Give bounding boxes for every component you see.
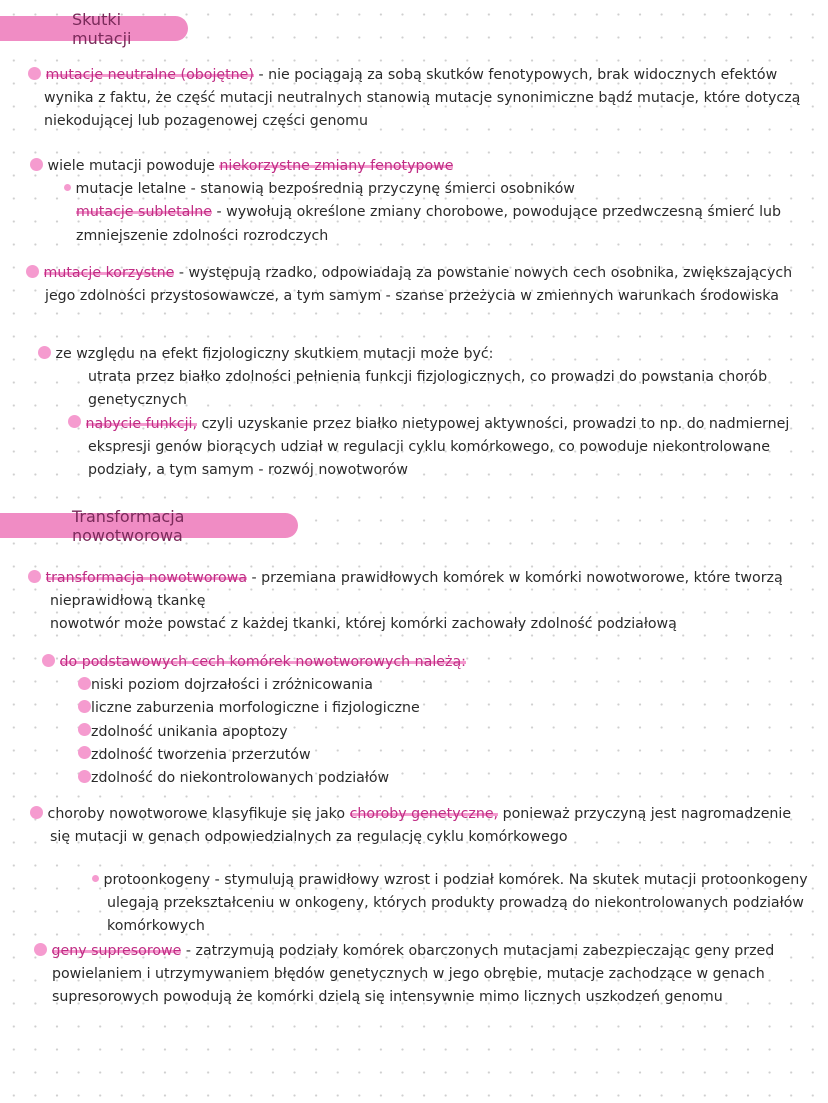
bullet-icon	[42, 654, 55, 667]
note-line: komórkowych	[107, 918, 205, 935]
note-line: się mutacji w genach odpowiedzialnych za regulację cyklu komórkowego	[50, 829, 568, 846]
note-line: transformacja nowotworowa - przemiana prawidłowych komórek w komórki nowotworowe, które tworzą	[28, 567, 783, 590]
note-item-choroby-genetyczne	[30, 803, 791, 849]
note-line: geny supresorowe - zatrzymują podziały komórek obarczonych mutacjami zabezpieczając geny przed	[34, 940, 774, 963]
note-line: niekodującej lub pozagenowej części genomu	[44, 113, 368, 130]
note-line: wynika z faktu, że część mutacji neutralnych stanowią mutacje synonimiczne bądź mutacje, które dotyczą	[44, 90, 801, 107]
note-item-geny-supresorowe	[34, 940, 774, 1010]
bullet-icon	[28, 67, 41, 80]
section-header-skutki-mutacji	[0, 9, 188, 48]
sub-item-nabycie-funkcji: nabycie funkcji, czyli uzyskanie przez białko nietypowej aktywności, prowadzi to np. do nadmiernej	[38, 413, 789, 436]
note-line: ekspresji genów biorących udział w regulacji cyklu komórkowego, co powoduje niekontrolowane	[88, 438, 770, 455]
bullet-icon	[28, 570, 41, 583]
bullet-icon	[30, 806, 43, 819]
sub-item-mutacje-subletalne: mutacje subletalne - wywołują określone zmiany chorobowe, powodujące przedwczesną śmierć lub	[76, 204, 782, 221]
sub-item-utrata-funkcji: utrata przez białko zdolności pełnienia funkcji fizjologicznych, co prowadzi do powstania chorób	[88, 369, 768, 386]
bullet-icon	[78, 770, 91, 783]
highlighted-term: mutacje neutralne (obojętne)	[45, 67, 254, 83]
note-line: nowotwór może powstać z każdej tkanki, której komórki zachowały zdolność podziałową	[50, 616, 677, 633]
note-item-niekorzystne-zmiany	[30, 155, 781, 248]
section-title: Skutki mutacji	[72, 9, 132, 48]
list-item: zdolność tworzenia przerzutów	[42, 744, 466, 767]
note-line: ulegają przekształceniu w onkogeny, których produkty prowadzą do niekontrolowanych podziałów	[107, 895, 804, 912]
bullet-icon	[78, 677, 91, 690]
note-line: zmniejszenie zdolności rozrodczych	[76, 227, 329, 244]
note-item-transformacja-nowotworowa	[28, 567, 783, 637]
note-line: supresorowych powodują że komórki dzielą się intensywnie mimo licznych uszkodzeń genomu	[52, 989, 723, 1006]
highlighted-term: geny supresorowe	[51, 943, 182, 959]
highlighted-term: niekorzystne zmiany fenotypowe	[219, 158, 454, 174]
bullet-icon	[92, 875, 99, 882]
note-item-protoonkogeny	[92, 869, 808, 939]
note-line: nieprawidłową tkankę	[50, 593, 206, 610]
bullet-icon	[78, 700, 91, 713]
list-item: liczne zaburzenia morfologiczne i fizjologiczne	[42, 697, 466, 720]
note-line: podziały, a tym samym - rozwój nowotworów	[88, 462, 408, 479]
bullet-icon	[78, 746, 91, 759]
note-line: jego zdolności przystosowawcze, a tym samym - szanse przeżycia w zmiennych warunkach środowiska	[45, 288, 779, 305]
note-item-efekt-fizjologiczny	[38, 343, 789, 482]
bullet-icon	[38, 346, 51, 359]
note-line: mutacje neutralne (obojętne) - nie pociągają za sobą skutków fenotypowych, brak widocznych efektów	[28, 64, 800, 87]
highlighted-term: transformacja nowotworowa	[45, 570, 248, 586]
note-item-cechy-komorek	[42, 651, 466, 790]
list-item: niski poziom dojrzałości i zróżnicowania	[42, 674, 466, 697]
note-item-mutacje-neutralne	[28, 64, 800, 134]
note-line: genetycznych	[88, 392, 187, 409]
sub-item-mutacje-letalne: mutacje letalne - stanowią bezpośrednią przyczynę śmierci osobników	[30, 178, 781, 201]
bullet-icon	[30, 158, 43, 171]
note-line: wiele mutacji powoduje niekorzystne zmiany fenotypowe	[30, 155, 781, 178]
bullet-icon	[26, 265, 39, 278]
bullet-icon	[64, 184, 71, 191]
note-line	[42, 651, 466, 674]
note-line: ze względu na efekt fizjologiczny skutkiem mutacji może być:	[38, 343, 789, 366]
note-line: choroby nowotworowe klasyfikuje się jako choroby genetyczne, ponieważ przyczyną jest nagromadzenie	[30, 803, 791, 826]
section-title: Transformacja nowotworowa	[72, 506, 185, 545]
list-item: zdolność unikania apoptozy	[42, 721, 466, 744]
bullet-icon	[68, 415, 81, 428]
section-header-transformacja	[0, 506, 298, 545]
note-line: powielaniem i utrzymywaniem błędów genetycznych w jego obrębie, mutacje zachodzące w genach	[52, 966, 765, 983]
bullet-icon	[78, 723, 91, 736]
highlighted-term: do podstawowych cech komórek nowotworowych należą:	[59, 654, 466, 670]
bullet-icon	[34, 943, 47, 956]
highlighted-term: mutacje korzystne	[43, 265, 175, 281]
note-item-mutacje-korzystne	[26, 262, 792, 308]
highlighted-term: mutacje subletalne	[76, 204, 213, 221]
note-line: mutacje korzystne - występują rzadko, odpowiadają za powstanie nowych cech osobnika, zwiększających	[26, 262, 792, 285]
highlighted-term: choroby genetyczne,	[349, 806, 499, 822]
note-line: protoonkogeny - stymulują prawidłowy wzrost i podział komórek. Na skutek mutacji protoonkogeny	[92, 869, 808, 892]
list-item: zdolność do niekontrolowanych podziałów	[42, 767, 466, 790]
highlighted-term: nabycie funkcji,	[85, 415, 197, 432]
